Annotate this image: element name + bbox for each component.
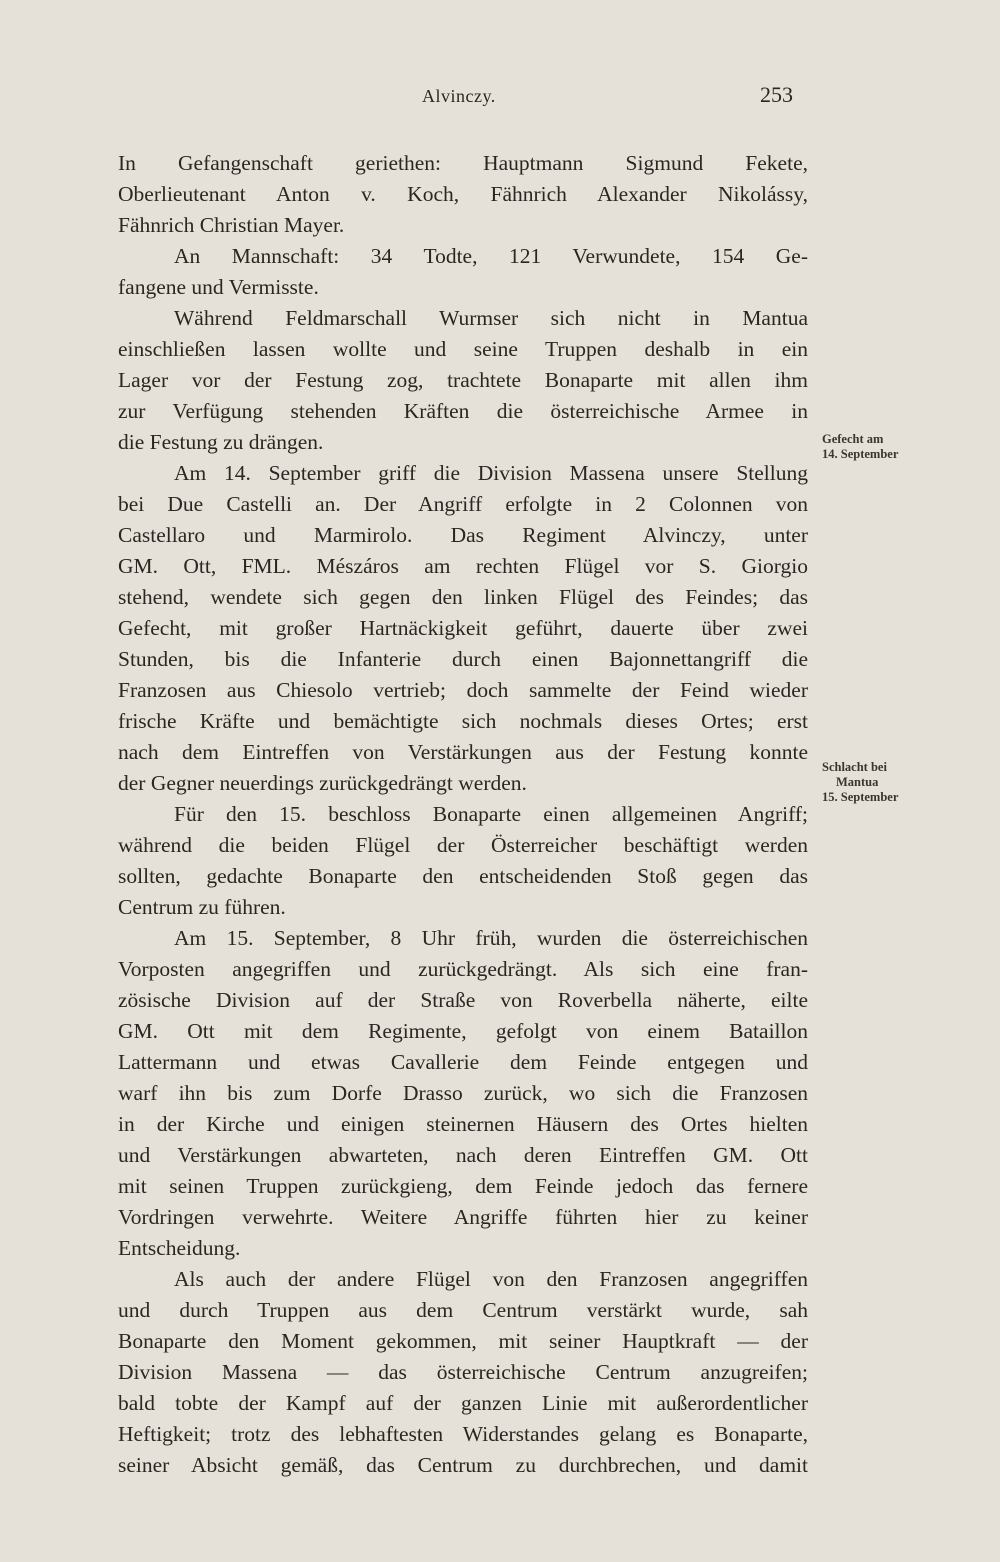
text-line: fangene und Vermisste. <box>118 275 319 299</box>
text-line: stehend, wendete sich gegen den linken Flügel des Feindes; das <box>118 585 808 609</box>
margin-note-line: 15. September <box>822 790 899 804</box>
text-line: sollten, gedachte Bonaparte den entscheidenden Stoß gegen das <box>118 864 808 888</box>
text-line: Division Massena — das österreichische Centrum anzugreifen; <box>118 1360 808 1384</box>
text-line: Lattermann und etwas Cavallerie dem Feinde entgegen und <box>118 1050 808 1074</box>
text-line: Castellaro und Marmirolo. Das Regiment Alvinczy, unter <box>118 523 808 547</box>
margin-note-line: 14. September <box>822 447 899 461</box>
text-line: frische Kräfte und bemächtigte sich nochmals dieses Ortes; erst <box>118 709 808 733</box>
text-line: Für den 15. beschloss Bonaparte einen allgemeinen Angriff; <box>174 802 808 826</box>
text-line: warf ihn bis zum Dorfe Drasso zurück, wo sich die Franzosen <box>118 1081 808 1105</box>
text-line: Centrum zu führen. <box>118 895 286 919</box>
text-line: und Verstärkungen abwarteten, nach deren Eintreffen GM. Ott <box>118 1143 808 1167</box>
text-line: Am 14. September griff die Division Massena unsere Stellung <box>174 461 808 485</box>
text-line: bald tobte der Kampf auf der ganzen Linie mit außerordentlicher <box>118 1391 808 1415</box>
text-line: In Gefangenschaft geriethen: Hauptmann Sigmund Fekete, <box>118 151 808 175</box>
margin-note-gefecht <box>822 432 898 462</box>
text-line: Entscheidung. <box>118 1236 241 1260</box>
text-line: Oberlieutenant Anton v. Koch, Fähnrich Alexander Nikolássy, <box>118 182 808 206</box>
body-text <box>118 148 808 1481</box>
text-line: die Festung zu drängen. <box>118 430 324 454</box>
page-number: 253 <box>760 82 793 107</box>
text-line: Stunden, bis die Infanterie durch einen Bajonnettangriff die <box>118 647 808 671</box>
text-line: in der Kirche und einigen steinernen Häusern des Ortes hielten <box>118 1112 808 1136</box>
text-line: bei Due Castelli an. Der Angriff erfolgte in 2 Colonnen von <box>118 492 808 516</box>
text-line: zösische Division auf der Straße von Roverbella näherte, eilte <box>118 988 808 1012</box>
text-line: nach dem Eintreffen von Verstärkungen aus der Festung konnte <box>118 740 808 764</box>
text-line: GM. Ott, FML. Mészáros am rechten Flügel vor S. Giorgio <box>118 554 808 578</box>
text-line: Fähnrich Christian Mayer. <box>118 213 345 237</box>
running-head: Alvinczy. <box>422 86 496 106</box>
text-line: Bonaparte den Moment gekommen, mit seiner Hauptkraft — der <box>118 1329 808 1353</box>
text-line: und durch Truppen aus dem Centrum verstärkt wurde, sah <box>118 1298 808 1322</box>
text-line: Gefecht, mit großer Hartnäckigkeit geführt, dauerte über zwei <box>118 616 808 640</box>
text-line: Vordringen verwehrte. Weitere Angriffe führten hier zu keiner <box>118 1205 808 1229</box>
margin-note-line: Mantua <box>836 775 879 789</box>
text-line: seiner Absicht gemäß, das Centrum zu durchbrechen, und damit <box>118 1453 808 1477</box>
text-line: Als auch der andere Flügel von den Franzosen angegriffen <box>174 1267 808 1291</box>
page-header <box>0 82 1000 116</box>
text-line: mit seinen Truppen zurückgieng, dem Feinde jedoch das fernere <box>118 1174 808 1198</box>
text-line: Vorposten angegriffen und zurückgedrängt. Als sich eine fran- <box>118 957 808 981</box>
text-line: einschließen lassen wollte und seine Truppen deshalb in ein <box>118 337 808 361</box>
margin-note-schlacht <box>822 760 898 805</box>
text-line: An Mannschaft: 34 Todte, 121 Verwundete, 154 Ge- <box>174 244 808 268</box>
margin-note-line: Gefecht am <box>822 432 884 446</box>
text-line: Lager vor der Festung zog, trachtete Bonaparte mit allen ihm <box>118 368 808 392</box>
text-line: zur Verfügung stehenden Kräften die österreichische Armee in <box>118 399 808 423</box>
text-line: während die beiden Flügel der Österreicher beschäftigt werden <box>118 833 808 857</box>
text-line: Franzosen aus Chiesolo vertrieb; doch sammelte der Feind wieder <box>118 678 808 702</box>
text-line: GM. Ott mit dem Regimente, gefolgt von einem Bataillon <box>118 1019 808 1043</box>
margin-note-line: Schlacht bei <box>822 760 887 774</box>
text-line: Während Feldmarschall Wurmser sich nicht in Mantua <box>174 306 808 330</box>
text-line: Heftigkeit; trotz des lebhaftesten Widerstandes gelang es Bonaparte, <box>118 1422 808 1446</box>
text-line: Am 15. September, 8 Uhr früh, wurden die österreichischen <box>174 926 808 950</box>
text-line: der Gegner neuerdings zurückgedrängt werden. <box>118 771 527 795</box>
